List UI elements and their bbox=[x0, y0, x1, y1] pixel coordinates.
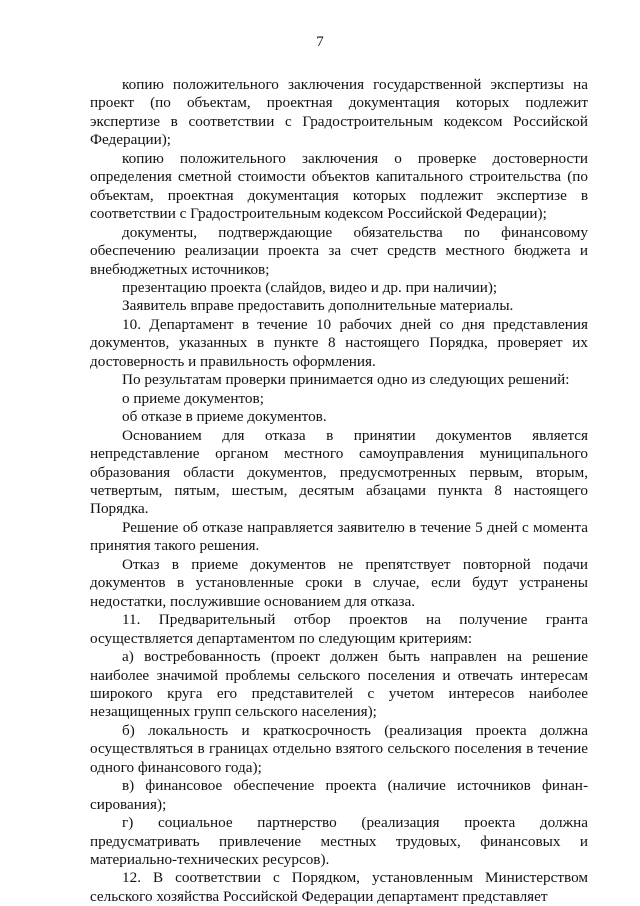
paragraph-point-12: 12. В соответствии с Порядком, установленным Министерством сельского хозяйства Российской Федерации департамент представляет bbox=[90, 869, 588, 905]
paragraph-refusal-notice: Решение об отказе направляется заявителю в течение 5 дней с момента принятия такого решения. bbox=[90, 518, 588, 555]
paragraph-additional-materials: Заявитель вправе предоставить дополнительные материалы. bbox=[122, 297, 514, 315]
paragraph-presentation: презентацию проекта (слайдов, видео и др. при наличии); bbox=[122, 278, 498, 296]
paragraph-refusal-grounds: Основанием для отказа в принятии документов является непредставление органом местного самоуправления муниципального образования области документов, предусмотренных первым, вторым, четвертым, пятым, шестым, десятым абзацами пункта 8 настоящего Порядка. bbox=[90, 426, 588, 518]
paragraph-refusal: об отказе в приеме документов. bbox=[122, 408, 327, 426]
paragraph-acceptance: о приеме документов; bbox=[122, 389, 264, 407]
paragraph-criterion-c: в) финансовое обеспечение проекта (наличие источников финан-сирования); bbox=[90, 777, 588, 813]
paragraph-financial-documents: документы, подтверждающие обязательства по финансовому обеспечению реализации проекта за счет средств местного бюджета и внебюджетных источников; bbox=[90, 223, 588, 278]
paragraph-expertise-copy: копию положительного заключения государственной экспертизы на проект (по объектам, проектная документация которых подлежит экспертизе в соответствии с Градостроительным кодексом Российской Федерации); bbox=[90, 76, 588, 149]
document-body bbox=[90, 76, 588, 906]
paragraph-resubmission: Отказ в приеме документов не препятствует повторной подачи документов в установленные сроки в случае, если будут устранены недостатки, послужившие основанием для отказа. bbox=[90, 555, 588, 610]
paragraph-criterion-d: г) социальное партнерство (реализация проекта должна предусматривать привлечение местных трудовых, финансовых и материально-технических ресурсов). bbox=[90, 814, 588, 869]
paragraph-point-10: 10. Департамент в течение 10 рабочих дней со дня представления документов, указанных в пункте 8 настоящего Порядка, проверяет их достоверность и правильность оформления. bbox=[90, 315, 588, 370]
page-number: 7 bbox=[316, 34, 324, 50]
paragraph-criterion-b: б) локальность и краткосрочность (реализация проекта должна осуществляться в границах отдельно взятого сельского поселения в течение одного финансового года); bbox=[90, 721, 588, 776]
paragraph-criterion-a: а) востребованность (проект должен быть направлен на решение наиболее значимой проблемы сельского поселения и отвечать интересам широкого круга его представителей с учетом интересов наиболее незащищенных групп сельского населения); bbox=[90, 648, 588, 721]
paragraph-decision-intro: По результатам проверки принимается одно из следующих решений: bbox=[122, 371, 570, 389]
paragraph-point-11: 11. Предварительный отбор проектов на получение гранта осуществляется департаментом по следующим критериям: bbox=[90, 611, 588, 647]
paragraph-estimate-copy: копию положительного заключения о проверке достоверности определения сметной стоимости объектов капитального строительства (по объектам, проектная документация которых подлежит экспертизе в соответствии с Градостроительным кодексом Российской Федерации); bbox=[90, 149, 588, 223]
